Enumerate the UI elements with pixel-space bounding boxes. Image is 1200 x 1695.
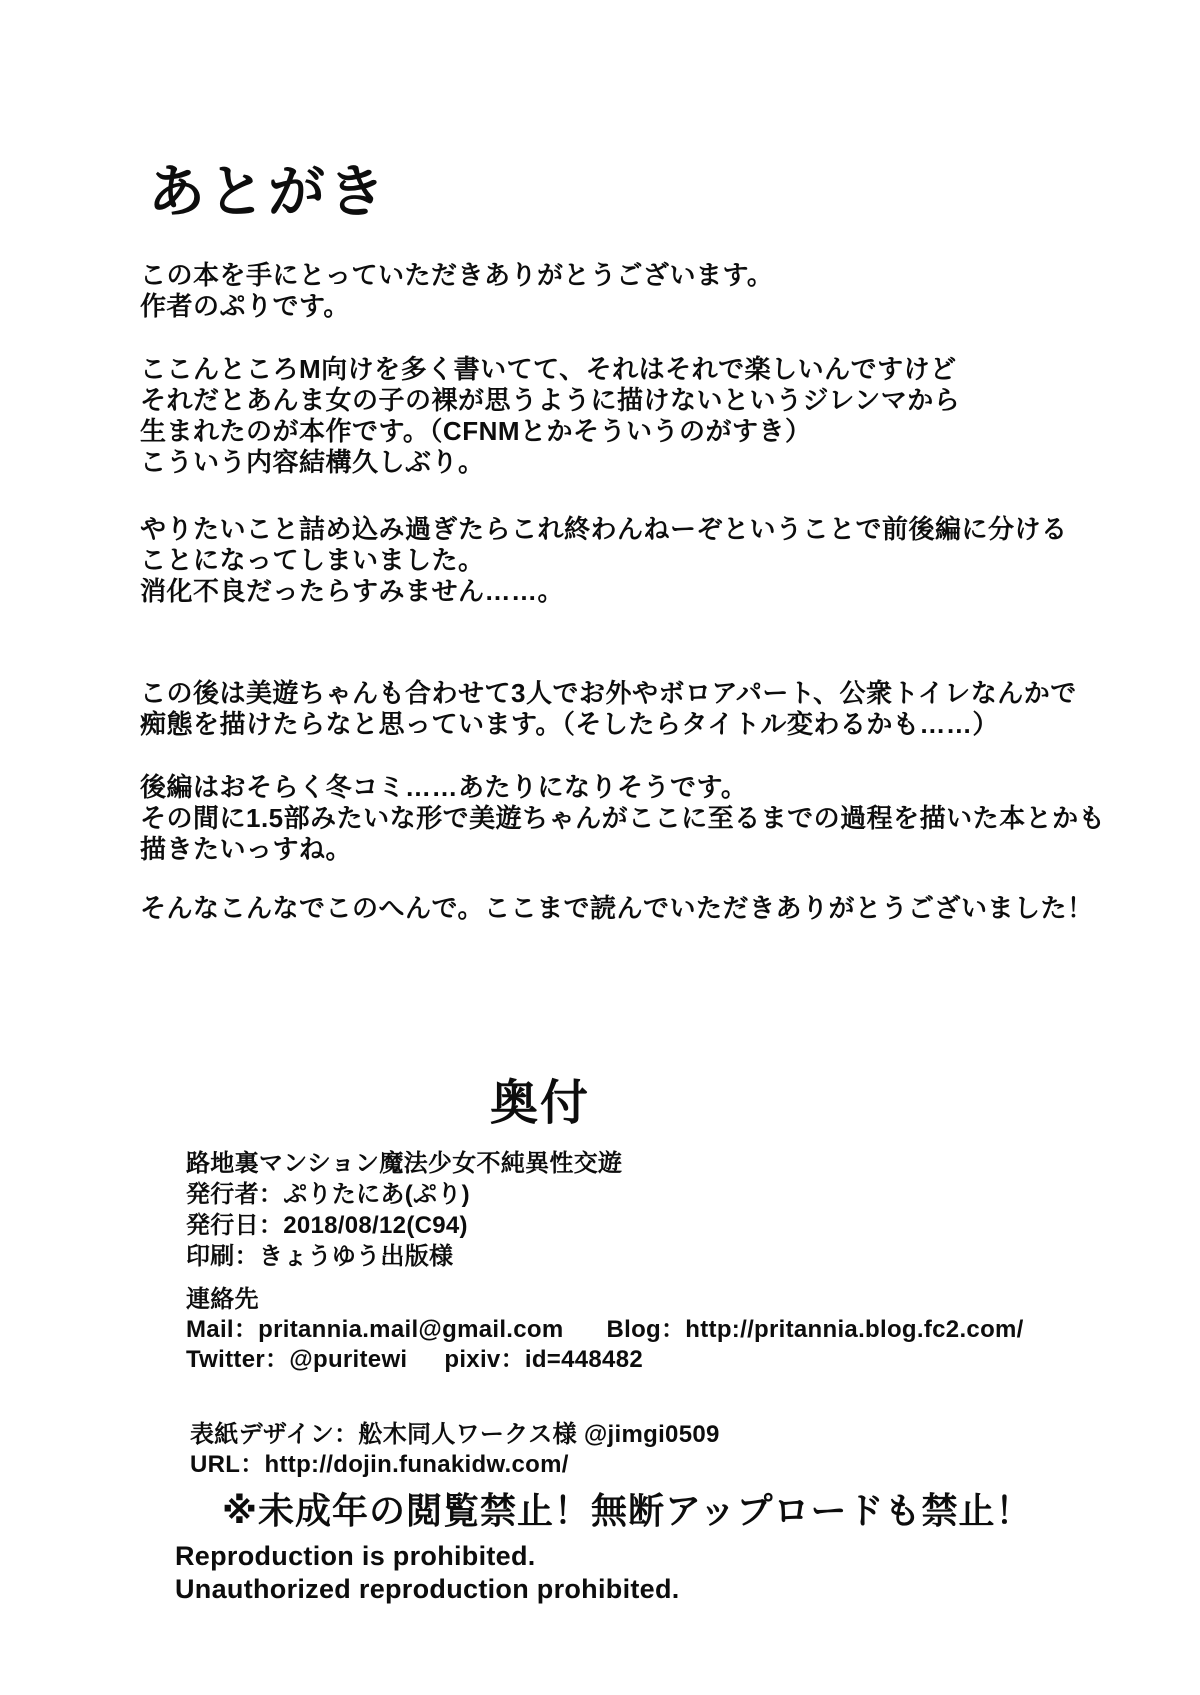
afterword-line: ことになってしまいました。 bbox=[140, 545, 485, 575]
afterword-line: その間に1.5部みたいな形で美遊ちゃんがここに至るまでの過程を描いた本とかも bbox=[140, 803, 1106, 833]
english-warning-line: Reproduction is prohibited. bbox=[175, 1541, 536, 1571]
contact-heading: 連絡先 bbox=[186, 1286, 259, 1313]
afterword-paragraph-4 bbox=[140, 678, 1077, 740]
colophon-title: 奥付 bbox=[489, 1077, 590, 1130]
english-warning bbox=[175, 1540, 680, 1606]
afterword-title: あとがき bbox=[148, 160, 388, 224]
cover-url-line: URL：http://dojin.funakidw.com/ bbox=[190, 1451, 569, 1478]
contact-line-twitter-pixiv bbox=[186, 1345, 1024, 1375]
colophon-cover-credit bbox=[190, 1420, 720, 1480]
afterword-paragraph-5 bbox=[140, 772, 1105, 865]
colophon-contact bbox=[186, 1285, 1024, 1375]
pixiv-id: pixiv：id=448482 bbox=[444, 1346, 643, 1373]
book-title: 路地裏マンション魔法少女不純異性交遊 bbox=[186, 1150, 623, 1177]
afterword-line: 消化不良だったらすみません……。 bbox=[140, 576, 565, 606]
upload-warning-text: 無断アップロードも禁止！ bbox=[591, 1490, 1033, 1531]
afterword-line: 描きたいっすね。 bbox=[140, 834, 353, 864]
afterword-closing-line: そんなこんなでこのへんで。ここまで読んでいただきありがとうございました！ bbox=[140, 893, 1094, 923]
afterword-paragraph-3 bbox=[140, 514, 1068, 607]
afterword-line: 後編はおそらく冬コミ……あたりになりそうです。 bbox=[140, 772, 748, 802]
afterword-paragraph-2 bbox=[140, 354, 960, 478]
afterword-line: この本を手にとっていただきありがとうございます。 bbox=[140, 260, 774, 290]
cover-design-line: 表紙デザイン：舩木同人ワークス様 @jimgi0509 bbox=[190, 1421, 720, 1448]
afterword-line: 生まれたのが本作です。（CFNMとかそういうのがすき） bbox=[140, 416, 812, 446]
publisher-line: 発行者：ぷりたにあ(ぷり) bbox=[186, 1181, 470, 1208]
blog-url: Blog：http://pritannia.blog.fc2.com/ bbox=[606, 1316, 1024, 1343]
afterword-line: ここんところM向けを多く書いてて、それはそれで楽しいんですけど bbox=[140, 354, 957, 384]
afterword-line: 痴態を描けたらなと思っています。（そしたらタイトル変わるかも……） bbox=[140, 709, 999, 739]
english-warning-line: Unauthorized reproduction prohibited. bbox=[175, 1574, 680, 1604]
twitter-handle: Twitter：@puritewi bbox=[186, 1346, 408, 1373]
colophon-book-info bbox=[186, 1148, 622, 1272]
afterword-line: それだとあんま女の子の裸が思うように描けないというジレンマから bbox=[140, 385, 961, 415]
afterword-line: この後は美遊ちゃんも合わせて3人でお外やボロアパート、公衆トイレなんかで bbox=[140, 678, 1077, 708]
afterword-paragraph-6 bbox=[140, 893, 1093, 924]
age-warning-text: ※未成年の閲覧禁止！ bbox=[222, 1490, 591, 1531]
publish-date-line: 発行日：2018/08/12(C94) bbox=[186, 1212, 468, 1239]
mail-address: Mail：pritannia.mail@gmail.com bbox=[186, 1316, 564, 1343]
afterword-line: こういう内容結構久しぶり。 bbox=[140, 447, 485, 477]
printer-line: 印刷：きょうゆう出版様 bbox=[186, 1243, 454, 1270]
afterword-line: 作者のぷりです。 bbox=[140, 291, 350, 321]
contact-line-mail-blog bbox=[186, 1315, 1024, 1345]
age-upload-warning bbox=[222, 1483, 1032, 1534]
afterword-line: やりたいこと詰め込み過ぎたらこれ終わんねーぞということで前後編に分ける bbox=[140, 514, 1068, 544]
afterword-paragraph-1 bbox=[140, 260, 773, 322]
